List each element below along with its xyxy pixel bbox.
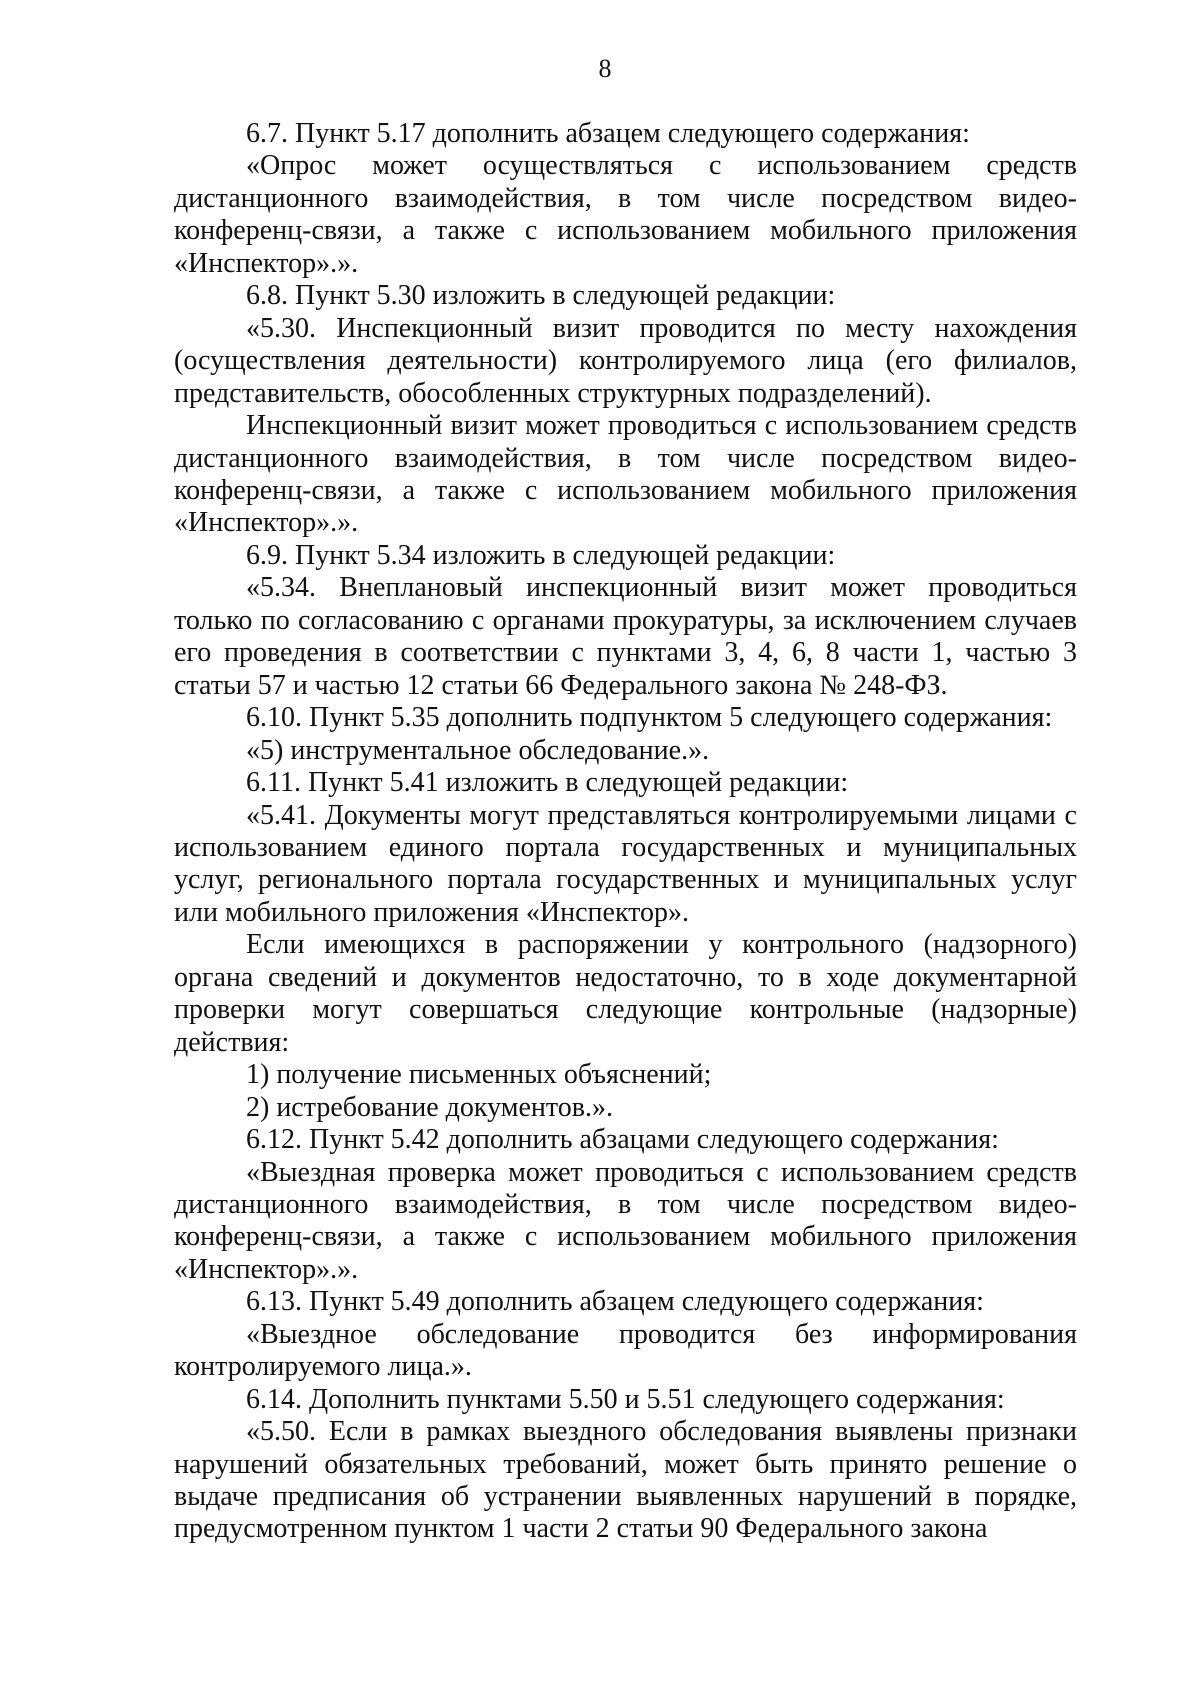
paragraph-6-14-heading: 6.14. Дополнить пунктами 5.50 и 5.51 следующего содержания: [246,1383,1005,1415]
document-body [174,118,1077,1546]
paragraph-6-7-text: «Опрос может осуществляться с использованием средств дистанционного взаимодействия, в том числе посредством видео-конференц-связи, а также с использованием мобильного приложения «Инспектор».». [174,150,1077,279]
paragraph-5-41-text: «5.41. Документы могут представляться контролируемыми лицами с использованием единого портала государственных и муниципальных услуг, регионального портала государственных и муниципальных услуг или мобильного приложения «Инспектор». [174,799,1077,928]
paragraph-6-7-heading: 6.7. Пункт 5.17 дополнить абзацем следующего содержания: [246,118,970,149]
paragraph-5-41-actions: Если имеющихся в распоряжении у контрольного (надзорного) органа сведений и документов недостаточно, то в ходе документарной проверки могут совершаться следующие контрольные (надзорные) действия: [174,929,1077,1058]
paragraph-6-8-heading: 6.8. Пункт 5.30 изложить в следующей редакции: [246,280,836,312]
paragraph-5-30-text: «5.30. Инспекционный визит проводится по месту нахождения (осуществления деятельности) контролируемого лица (его филиалов, представительств, обособленных структурных подразделений). [174,312,1077,409]
paragraph-5-49-text: «Выездное обследование проводится без информирования контролируемого лица.». [174,1318,1077,1383]
paragraph-6-11-heading: 6.11. Пункт 5.41 изложить в следующей редакции: [246,767,849,799]
paragraph-6-12-heading: 6.12. Пункт 5.42 дополнить абзацами следующего содержания: [246,1124,999,1156]
paragraph-5-30-remote: Инспекционный визит может проводиться с использованием средств дистанционного взаимодействия, в том числе посредством видео-конференц-связи, а также с использованием мобильного приложения «Инспектор».». [174,410,1077,539]
list-item-1: 1) получение письменных объяснений; [246,1059,712,1091]
paragraph-6-9-heading: 6.9. Пункт 5.34 изложить в следующей редакции: [246,539,836,571]
page-number: 8 [598,54,612,83]
paragraph-5-34-text: «5.34. Внеплановый инспекционный визит может проводиться только по согласованию с органами прокуратуры, за исключением случаев его проведения в соответствии с пунктами 3, 4, 6, 8 части 1, частью 3 статьи 57 и частью 12 статьи 66 Федерального закона № 248-ФЗ. [174,572,1077,701]
paragraph-5-42-text: «Выездная проверка может проводиться с использованием средств дистанционного взаимодействия, в том числе посредством видео-конференц-связи, а также с использованием мобильного приложения «Инспектор».». [174,1156,1077,1285]
paragraph-5-35-item: «5) инструментальное обследование.». [246,734,710,766]
paragraph-6-13-heading: 6.13. Пункт 5.49 дополнить абзацем следующего содержания: [246,1286,984,1318]
paragraph-6-10-heading: 6.10. Пункт 5.35 дополнить подпунктом 5 следующего содержания: [246,702,1053,734]
paragraph-5-50-text: «5.50. Если в рамках выездного обследования выявлены признаки нарушений обязательных требований, может быть принято решение о выдаче предписания об устранении выявленных нарушений в порядке, предусмотренном пунктом 1 части 2 статьи 90 Федерального закона [174,1416,1077,1545]
list-item-2: 2) истребование документов.». [246,1091,613,1123]
